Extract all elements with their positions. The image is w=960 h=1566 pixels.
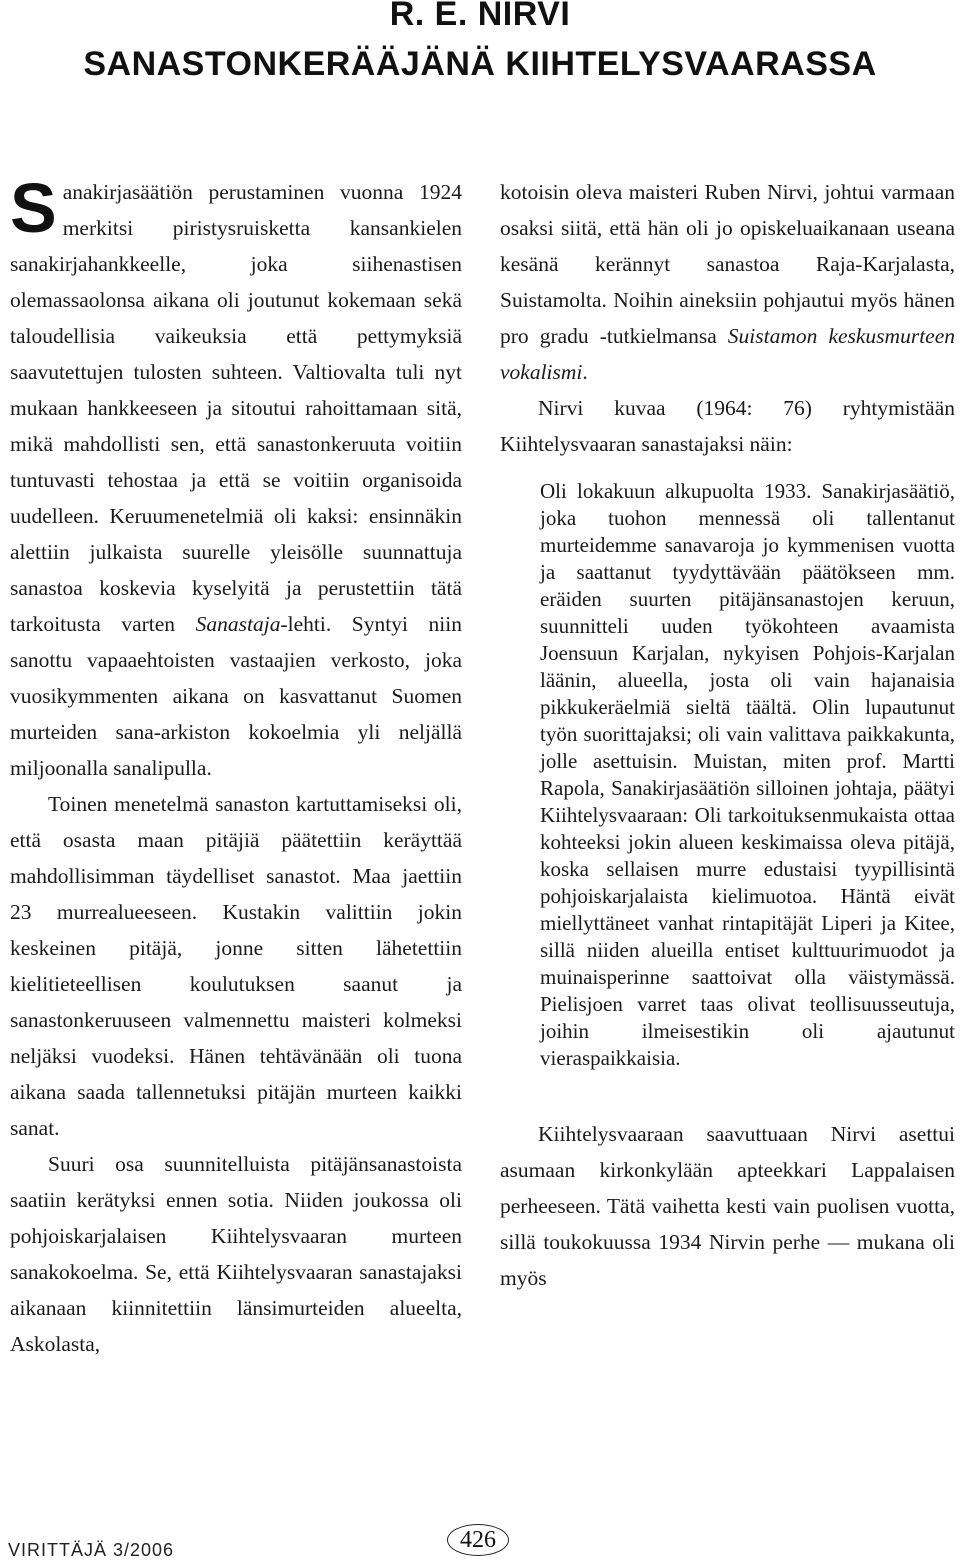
right-paragraph-1-tail: . (582, 360, 588, 384)
left-paragraph-1-text: anakirjasäätiön perustaminen vuonna 1924 merkitsi piristysruisketta kansankielen sanakirjahankkeelle, joka siihenastisen olemassaolonsa aikana oli joutunut kokemaan sekä taloudellisia vaikeuksia että pettymyksiä saavutettujen tulosten suhteen. Valtiovalta tuli nyt mukaan hankkeeseen ja sitoutui rahoittamaan sitä, mikä mahdollisti sen, että sanastonkeruuta voitiin tuntuvasti tehostaa ja että se voitiin organisoida uudelleen. Keruumenetelmiä oli kaksi: ensinnäkin alettiin julkaista suurelle yleisölle suunnattuja sanastoa koskevia kyselyitä ja perustettiin tätä tarkoitusta varten (10, 180, 462, 636)
article-title-line-1: R. E. NIRVI (389, 0, 571, 33)
left-paragraph-3: Suuri osa suunnitelluista pitäjänsanastoista saatiin kerätyksi ennen sotia. Niiden joukossa oli pohjoiskarjalaisen Kiihtelysvaaran murteen sanakokoelma. Se, että Kiihtelysvaaran sanastajaksi aikanaan kiinnitettiin länsimurteiden alueelta, Askolasta, (10, 1152, 462, 1356)
left-paragraph-1-tail: -lehti. Syntyi niin sanottu vapaaehtoisten vastaajien verkosto, joka vuosikymmenten aikana on kasvattanut Suomen murteiden sana-arkiston kokoelmia yli neljällä miljoonalla sanalipulla. (10, 612, 462, 780)
thesis-title: Suistamon keskusmurteen vokalismi (500, 324, 956, 384)
article-title-line-2: SANASTONKERÄÄJÄNÄ KIIHTELYSVAARASSA (83, 45, 877, 83)
block-quote: Oli lokakuun alkupuolta 1933. Sanakirjasäätiö, joka tuohon mennessä oli tallentanut murteidemme sanavaroja jo kymmenisen vuotta ja saattanut tyydyttävään päätökseen mm. eräiden suurten pitäjänsanastojen keruun, suunnitteli uuden työkohteen avaamista Joensuun Karjalan, nykyisen Pohjois-Karjalan läänin, alueella, josta oli vain hajanaisia pikkukeräelmiä sieltä täältä. Olin lupautunut työn suorittajaksi; oli vain valittava paikkakunta, jolle asettuisin. Muistan, miten prof. Martti Rapola, Sanakirjasäätiön silloinen johtaja, päätyi Kiihtelysvaaraan: Oli tarkoituksenmukaista ottaa kohteeksi jokin alueen keskimaissa oleva pitäjä, koska sellaisen murre edustaisi tyypillisintä pohjoiskarjalaista kielimuotoa. Häntä eivät miellyttäneet vanhat rintapitäjät Liperi ja Kitee, sillä niiden alueilla entiset kulttuurimuodot ja muinaisperinne saattoivat olla väistymässä. Pielisjoen varret taas olivat teollisuusseutuja, joihin ilmeisestikin oli ajautunut vieraspaikkaisia. (540, 479, 955, 1070)
journal-footer: VIRITTÄJÄ 3/2006 (8, 1540, 175, 1560)
left-column (10, 169, 462, 1362)
right-paragraph-2: Nirvi kuvaa (1964: 76) ryhtymistään Kiihtelysvaaran sanastajaksi näin: (500, 396, 955, 456)
left-paragraph-1 (10, 169, 462, 786)
journal-name-sanastaja: Sanastaja (195, 612, 281, 636)
right-paragraph-3: Kiihtelysvaaraan saavuttuaan Nirvi asettui asumaan kirkonkylään apteekkari Lappalaisen perheeseen. Tätä vaihetta kesti vain puolisen vuotta, sillä toukokuussa 1934 Nirvin perhe — mukana oli myös (500, 1122, 955, 1290)
right-paragraph-1-text: kotoisin oleva maisteri Ruben Nirvi, johtui varmaan osaksi siitä, että hän oli jo opiskeluaikanaan useana kesänä kerännyt sanastoa Raja-Karjalasta, Suistamolta. Noihin aineksiin pohjautui myös hänen pro gradu -tutkielmansa (500, 180, 955, 348)
drop-cap: S (10, 169, 57, 247)
page-number: 426 (447, 1524, 509, 1556)
right-paragraph-1 (500, 174, 955, 390)
right-column (500, 174, 955, 1296)
left-paragraph-2: Toinen menetelmä sanaston kartuttamiseksi oli, että osasta maan pitäjiä päätettiin keräyttää mahdollisimman täydelliset sanastot. Maa jaettiin 23 murrealueeseen. Kustakin valittiin jokin keskeinen pitäjä, jonne sitten lähetettiin kielitieteellisen koulutuksen saanut ja sanastonkeruuseen valmennettu maisteri kolmeksi neljäksi vuodeksi. Hänen tehtävänään oli tuona aikana saada tallennetuksi pitäjän murteen kaikki sanat. (10, 792, 462, 1140)
